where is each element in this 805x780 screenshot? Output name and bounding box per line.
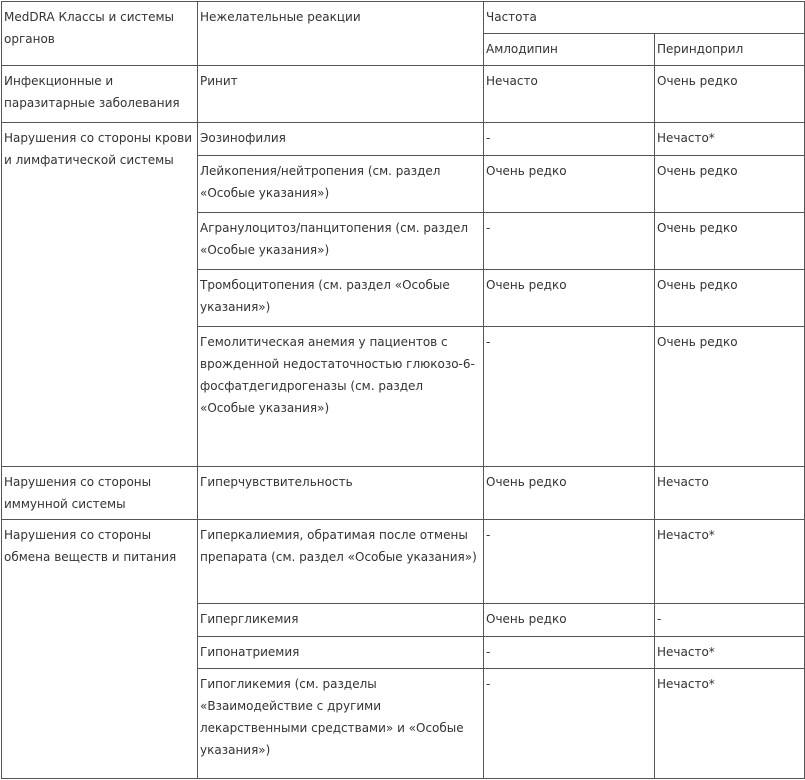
reaction-cell: Лейкопения/нейтропения (см. раздел «Особые указания»): [198, 156, 484, 213]
perindopril-cell: Нечасто*: [655, 669, 805, 779]
amlodipine-cell: -: [484, 669, 655, 779]
header-amlodipine: Амлодипин: [484, 34, 655, 66]
amlodipine-cell: Нечасто: [484, 66, 655, 123]
amlodipine-cell: -: [484, 520, 655, 604]
organ-class-cell: Инфекционные и паразитарные заболевания: [2, 66, 198, 123]
reaction-cell: Эозинофилия: [198, 123, 484, 156]
header-row: [2, 2, 805, 34]
amlodipine-cell: -: [484, 213, 655, 270]
amlodipine-cell: Очень редко: [484, 270, 655, 327]
organ-class-cell: Нарушения со стороны крови и лимфатической системы: [2, 123, 198, 467]
amlodipine-cell: -: [484, 123, 655, 156]
perindopril-cell: Очень редко: [655, 213, 805, 270]
amlodipine-cell: Очень редко: [484, 156, 655, 213]
organ-class-cell: Нарушения со стороны иммунной системы: [2, 467, 198, 520]
perindopril-cell: Очень редко: [655, 327, 805, 467]
header-perindopril: Периндоприл: [655, 34, 805, 66]
reaction-cell: Гемолитическая анемия у пациентов с врожденной недостаточностью глюкозо-6-фосфатдегидрогеназы (см. раздел «Особые указания»): [198, 327, 484, 467]
reaction-cell: Гиперкалиемия, обратимая после отмены препарата (см. раздел «Особые указания»): [198, 520, 484, 604]
table-row: [2, 66, 805, 123]
perindopril-cell: Очень редко: [655, 156, 805, 213]
reaction-cell: Агранулоцитоз/панцитопения (см. раздел «Особые указания»): [198, 213, 484, 270]
reaction-cell: Тромбоцитопения (см. раздел «Особые указания»): [198, 270, 484, 327]
amlodipine-cell: Очень редко: [484, 604, 655, 637]
amlodipine-cell: Очень редко: [484, 467, 655, 520]
table-row: [2, 123, 805, 156]
header-frequency: Частота: [484, 2, 805, 34]
amlodipine-cell: -: [484, 327, 655, 467]
perindopril-cell: -: [655, 604, 805, 637]
amlodipine-cell: -: [484, 637, 655, 669]
organ-class-cell: Нарушения со стороны обмена веществ и питания: [2, 520, 198, 779]
header-organ-class: MedDRA Классы и системы органов: [2, 2, 198, 66]
reaction-cell: Гипогликемия (см. разделы «Взаимодействие с другими лекарственными средствами» и «Особые указания»): [198, 669, 484, 779]
perindopril-cell: Нечасто: [655, 467, 805, 520]
reaction-cell: Гипергликемия: [198, 604, 484, 637]
perindopril-cell: Очень редко: [655, 270, 805, 327]
reaction-cell: Ринит: [198, 66, 484, 123]
reaction-cell: Гиперчувствительность: [198, 467, 484, 520]
reaction-cell: Гипонатриемия: [198, 637, 484, 669]
perindopril-cell: Нечасто*: [655, 637, 805, 669]
table-row: [2, 467, 805, 520]
table-row: [2, 520, 805, 604]
adverse-reactions-table: [1, 1, 805, 779]
perindopril-cell: Нечасто*: [655, 123, 805, 156]
perindopril-cell: Нечасто*: [655, 520, 805, 604]
header-reaction: Нежелательные реакции: [198, 2, 484, 66]
perindopril-cell: Очень редко: [655, 66, 805, 123]
